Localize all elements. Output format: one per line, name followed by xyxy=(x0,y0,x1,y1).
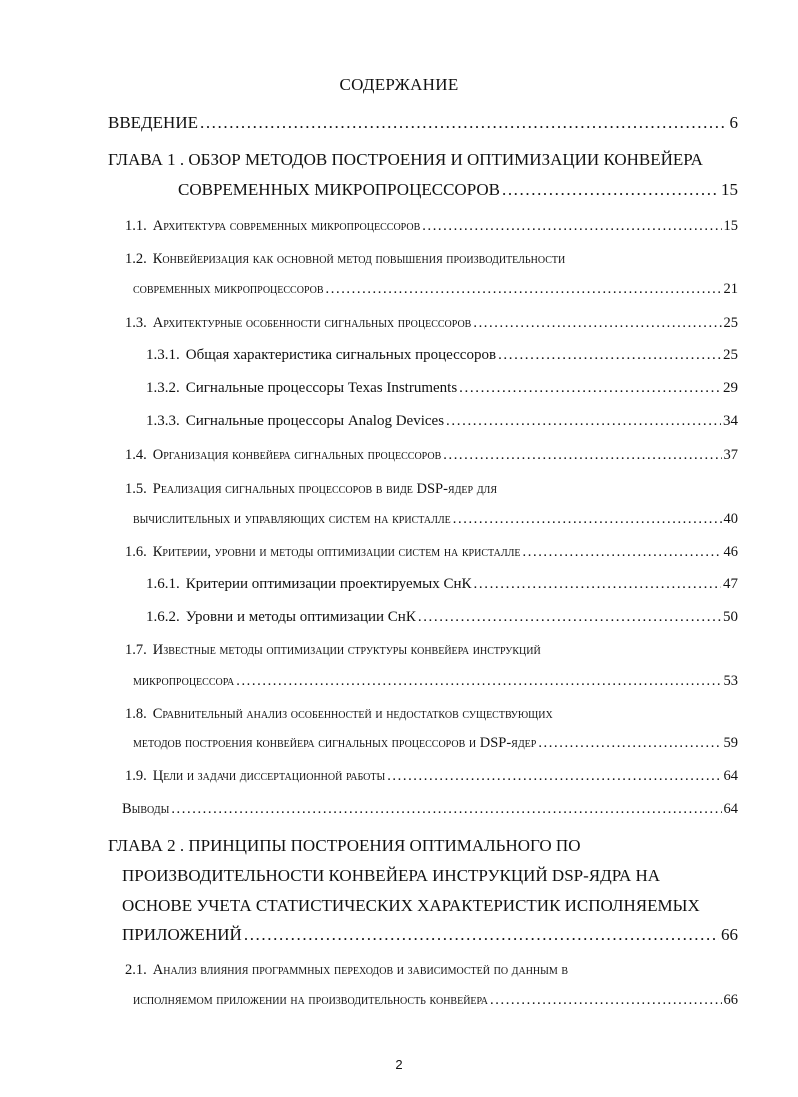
toc-page-number: 37 xyxy=(723,447,738,463)
toc-section-1-1[interactable] xyxy=(125,218,738,235)
toc-entry-label: современных микропроцессоров xyxy=(133,281,324,297)
leader-dots xyxy=(443,447,721,464)
toc-page-number: 25 xyxy=(723,347,738,363)
toc-entry-label: ПРОИЗВОДИТЕЛЬНОСТИ КОНВЕЙЕРА ИНСТРУКЦИЙ DSP-ЯДРА НА xyxy=(122,866,661,885)
leader-dots xyxy=(171,801,721,818)
leader-dots xyxy=(502,180,719,200)
leader-dots xyxy=(418,609,721,626)
toc-chapter-1-line1[interactable] xyxy=(108,150,748,170)
toc-entry-label: Конвейеризация как основной метод повышения производительности xyxy=(152,251,566,267)
section-number: 1.6.1. xyxy=(146,576,180,592)
toc-page-number: 40 xyxy=(723,511,738,527)
toc-page-number: 66 xyxy=(723,992,738,1008)
leader-dots xyxy=(453,511,722,528)
toc-chapter-2-line3[interactable] xyxy=(122,896,762,916)
leader-dots xyxy=(422,218,721,235)
section-number: 1.3.1. xyxy=(146,347,180,363)
section-number: 1.5. xyxy=(125,481,147,497)
toc-page-number: 34 xyxy=(723,413,738,429)
section-number: 1.3. xyxy=(125,315,147,331)
toc-page-number: 47 xyxy=(723,576,738,592)
toc-page-number: 15 xyxy=(721,180,738,199)
toc-page-number: 6 xyxy=(729,113,738,132)
toc-entry-label: ГЛАВА 1 . ОБЗОР МЕТОДОВ ПОСТРОЕНИЯ И ОПТИМИЗАЦИИ КОНВЕЙЕРА xyxy=(108,150,703,169)
toc-entry-label: Анализ влияния программных переходов и зависимостей по данным в xyxy=(152,962,569,978)
toc-entry-label: исполняемом приложении на производительность конвейера xyxy=(133,992,489,1008)
toc-entry-label: Критерии, уровни и методы оптимизации систем на кристалле xyxy=(152,544,521,560)
toc-section-1-7-line2[interactable] xyxy=(133,673,738,690)
toc-page-number: 29 xyxy=(723,380,738,396)
section-number: 1.7. xyxy=(125,642,147,658)
toc-entry-conclusions[interactable] xyxy=(122,801,738,818)
leader-dots xyxy=(459,380,721,397)
toc-entry-label: ВВЕДЕНИЕ xyxy=(108,113,198,132)
toc-page-number: 64 xyxy=(723,801,738,817)
toc-section-1-4[interactable] xyxy=(125,447,738,464)
section-number: 1.2. xyxy=(125,251,147,267)
toc-chapter-1-line2[interactable] xyxy=(178,180,738,200)
toc-entry-label: ПРИЛОЖЕНИЙ xyxy=(122,925,242,944)
toc-section-1-8-line2[interactable] xyxy=(133,735,738,752)
toc-page-number: 21 xyxy=(723,281,738,297)
toc-entry-label: Цели и задачи диссертационной работы xyxy=(152,768,386,784)
section-number: 1.8. xyxy=(125,706,147,722)
toc-subsection-1-6-1[interactable] xyxy=(146,576,738,593)
leader-dots xyxy=(490,992,721,1009)
section-number: 2.1. xyxy=(125,962,147,978)
section-number: 1.1. xyxy=(125,218,147,234)
leader-dots xyxy=(498,347,721,364)
leader-dots xyxy=(326,281,722,298)
toc-entry-label: Сравнительный анализ особенностей и недостатков существующих xyxy=(152,706,553,722)
toc-subsection-1-3-3[interactable] xyxy=(146,413,738,430)
toc-entry-label: микропроцессора xyxy=(133,673,235,689)
toc-section-1-8-line1[interactable] xyxy=(125,706,738,723)
leader-dots xyxy=(236,673,721,690)
toc-entry-label: Уровни и методы оптимизации СнК xyxy=(185,609,416,625)
toc-section-1-2-line2[interactable] xyxy=(133,281,738,298)
toc-entry-label: СОВРЕМЕННЫХ МИКРОПРОЦЕССОРОВ xyxy=(178,180,500,199)
toc-entry-label: вычислительных и управляющих систем на кристалле xyxy=(133,511,451,527)
toc-entry-label: ОСНОВЕ УЧЕТА СТАТИСТИЧЕСКИХ ХАРАКТЕРИСТИК ИСПОЛНЯЕМЫХ xyxy=(122,896,700,915)
leader-dots xyxy=(523,544,722,561)
toc-page-number: 53 xyxy=(723,673,738,689)
toc-chapter-2-line2[interactable] xyxy=(122,866,748,886)
toc-page-number: 46 xyxy=(723,544,738,560)
toc-section-2-1-line2[interactable] xyxy=(133,992,738,1009)
section-number: 1.9. xyxy=(125,768,147,784)
toc-entry-label: Сигнальные процессоры Texas Instruments xyxy=(185,380,458,396)
toc-subsection-1-6-2[interactable] xyxy=(146,609,738,626)
toc-entry-label: Известные методы оптимизации структуры конвейера инструкций xyxy=(152,642,541,658)
toc-entry-label: Организация конвейера сигнальных процессоров xyxy=(152,447,442,463)
toc-page-number: 50 xyxy=(723,609,738,625)
toc-section-1-2-line1[interactable] xyxy=(125,251,738,268)
toc-subsection-1-3-2[interactable] xyxy=(146,380,738,397)
toc-chapter-2-line4[interactable] xyxy=(122,925,738,945)
toc-section-1-6[interactable] xyxy=(125,544,738,561)
toc-page-number: 15 xyxy=(723,218,738,234)
leader-dots xyxy=(200,113,724,133)
section-number: 1.6. xyxy=(125,544,147,560)
toc-section-1-3[interactable] xyxy=(125,315,738,332)
toc-section-2-1-line1[interactable] xyxy=(125,962,738,979)
toc-entry-label: методов построения конвейера сигнальных процессоров и DSP-ядер xyxy=(133,735,537,751)
page-number: 2 xyxy=(395,1057,403,1072)
leader-dots xyxy=(244,925,719,945)
section-number: 1.6.2. xyxy=(146,609,180,625)
toc-chapter-2-line1[interactable] xyxy=(108,836,748,856)
toc-section-1-9[interactable] xyxy=(125,768,738,785)
toc-subsection-1-3-1[interactable] xyxy=(146,347,738,364)
section-number: 1.3.2. xyxy=(146,380,180,396)
toc-section-1-5-line1[interactable] xyxy=(125,481,738,498)
toc-entry-label: Архитектурные особенности сигнальных процессоров xyxy=(152,315,472,331)
toc-section-1-5-line2[interactable] xyxy=(133,511,738,528)
toc-section-1-7-line1[interactable] xyxy=(125,642,738,659)
leader-dots xyxy=(474,576,721,593)
toc-entry-label: Общая характеристика сигнальных процессоров xyxy=(185,347,497,363)
leader-dots xyxy=(473,315,721,332)
toc-page-number: 25 xyxy=(723,315,738,331)
leader-dots xyxy=(538,735,721,752)
page-title: СОДЕРЖАНИЕ xyxy=(339,75,459,94)
leader-dots xyxy=(387,768,721,785)
toc-entry-label: Критерии оптимизации проектируемых СнК xyxy=(185,576,472,592)
leader-dots xyxy=(446,413,721,430)
section-number: 1.4. xyxy=(125,447,147,463)
toc-entry-label: Сигнальные процессоры Analog Devices xyxy=(185,413,445,429)
toc-entry-label: Выводы xyxy=(122,801,170,817)
toc-page-number: 59 xyxy=(723,735,738,751)
toc-entry-label: ГЛАВА 2 . ПРИНЦИПЫ ПОСТРОЕНИЯ ОПТИМАЛЬНОГО ПО xyxy=(108,836,581,855)
toc-entry-intro[interactable] xyxy=(108,113,738,133)
toc-entry-label: Архитектура современных микропроцессоров xyxy=(152,218,421,234)
section-number: 1.3.3. xyxy=(146,413,180,429)
toc-page-number: 66 xyxy=(721,925,738,944)
toc-entry-label: Реализация сигнальных процессоров в виде DSP-ядер для xyxy=(152,481,497,497)
toc-page-number: 64 xyxy=(723,768,738,784)
